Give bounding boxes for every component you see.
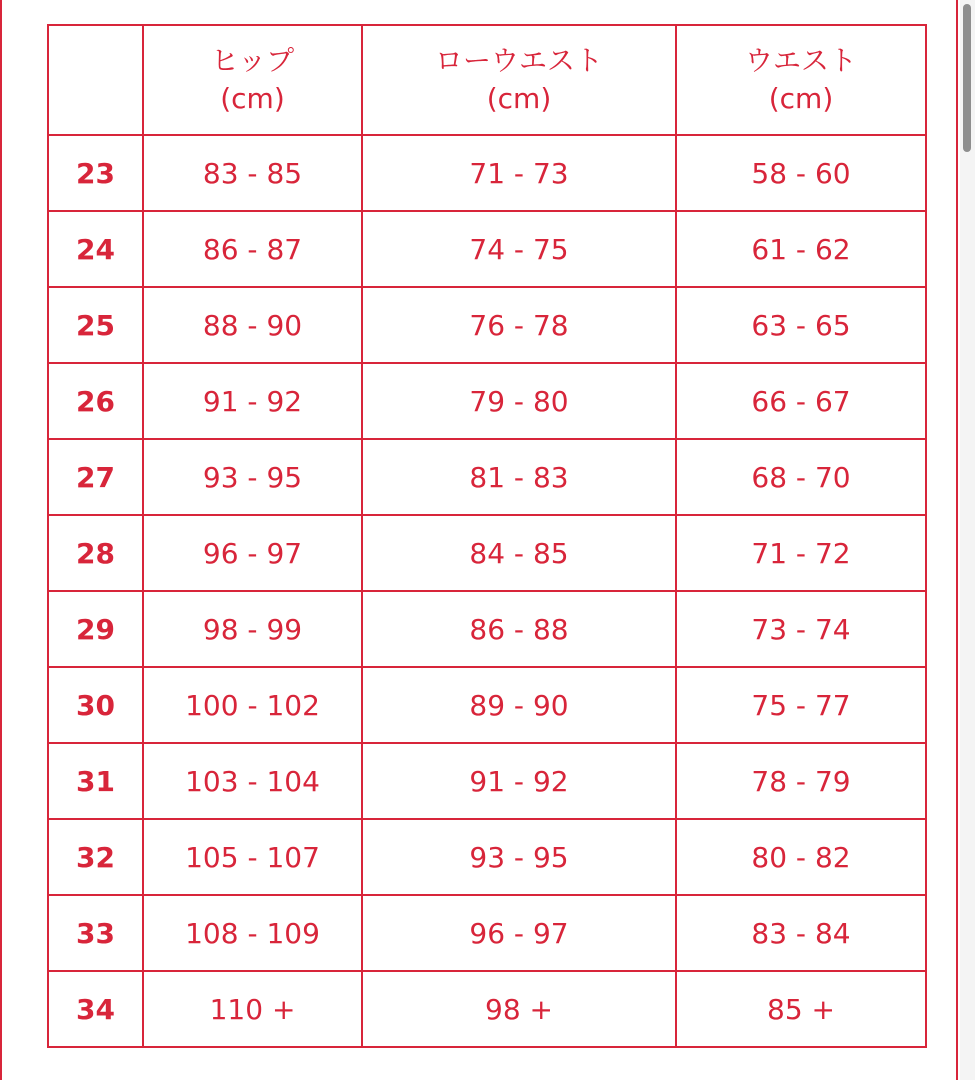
- size-cell: 24: [48, 211, 143, 287]
- table-row: [48, 895, 926, 971]
- table-row: [48, 439, 926, 515]
- hip-cell: 103 - 104: [143, 743, 362, 819]
- low-waist-cell: 96 - 97: [362, 895, 676, 971]
- header-waist-unit: (cm): [768, 82, 834, 115]
- hip-cell: 110 +: [143, 971, 362, 1047]
- size-cell: 31: [48, 743, 143, 819]
- low-waist-cell: 84 - 85: [362, 515, 676, 591]
- hip-cell: 93 - 95: [143, 439, 362, 515]
- header-low-waist: [362, 25, 676, 135]
- table-body: [48, 135, 926, 1047]
- waist-cell: 71 - 72: [676, 515, 926, 591]
- low-waist-cell: 74 - 75: [362, 211, 676, 287]
- header-corner-cell: [48, 25, 143, 135]
- low-waist-cell: 98 +: [362, 971, 676, 1047]
- size-cell: 30: [48, 667, 143, 743]
- scrollbar-thumb[interactable]: [963, 4, 971, 152]
- size-chart-table: [47, 24, 927, 1048]
- hip-cell: 105 - 107: [143, 819, 362, 895]
- waist-cell: 80 - 82: [676, 819, 926, 895]
- hip-cell: 98 - 99: [143, 591, 362, 667]
- low-waist-cell: 76 - 78: [362, 287, 676, 363]
- low-waist-cell: 71 - 73: [362, 135, 676, 211]
- low-waist-cell: 79 - 80: [362, 363, 676, 439]
- waist-cell: 63 - 65: [676, 287, 926, 363]
- header-hip: [143, 25, 362, 135]
- hip-cell: 108 - 109: [143, 895, 362, 971]
- table-row: [48, 287, 926, 363]
- header-waist: [676, 25, 926, 135]
- hip-cell: 88 - 90: [143, 287, 362, 363]
- hip-cell: 86 - 87: [143, 211, 362, 287]
- waist-cell: 61 - 62: [676, 211, 926, 287]
- header-low-waist-unit: (cm): [486, 82, 552, 115]
- header-row: [48, 25, 926, 135]
- header-low-waist-label: ローウエスト: [434, 44, 603, 77]
- low-waist-cell: 86 - 88: [362, 591, 676, 667]
- table-row: [48, 211, 926, 287]
- table-row: [48, 363, 926, 439]
- waist-cell: 78 - 79: [676, 743, 926, 819]
- table-row: [48, 971, 926, 1047]
- waist-cell: 58 - 60: [676, 135, 926, 211]
- size-cell: 34: [48, 971, 143, 1047]
- low-waist-cell: 93 - 95: [362, 819, 676, 895]
- scrollbar[interactable]: [960, 0, 975, 1080]
- low-waist-cell: 89 - 90: [362, 667, 676, 743]
- size-cell: 23: [48, 135, 143, 211]
- table-row: [48, 743, 926, 819]
- waist-cell: 75 - 77: [676, 667, 926, 743]
- low-waist-cell: 81 - 83: [362, 439, 676, 515]
- waist-cell: 83 - 84: [676, 895, 926, 971]
- size-cell: 26: [48, 363, 143, 439]
- table-row: [48, 591, 926, 667]
- hip-cell: 100 - 102: [143, 667, 362, 743]
- low-waist-cell: 91 - 92: [362, 743, 676, 819]
- hip-cell: 83 - 85: [143, 135, 362, 211]
- size-cell: 28: [48, 515, 143, 591]
- size-cell: 33: [48, 895, 143, 971]
- waist-cell: 73 - 74: [676, 591, 926, 667]
- size-cell: 25: [48, 287, 143, 363]
- size-cell: 27: [48, 439, 143, 515]
- table-row: [48, 135, 926, 211]
- table-row: [48, 667, 926, 743]
- header-hip-unit: (cm): [220, 82, 285, 115]
- waist-cell: 66 - 67: [676, 363, 926, 439]
- header-waist-label: ウエスト: [744, 44, 857, 77]
- waist-cell: 85 +: [676, 971, 926, 1047]
- hip-cell: 96 - 97: [143, 515, 362, 591]
- header-hip-label: ヒップ: [210, 44, 295, 77]
- size-cell: 29: [48, 591, 143, 667]
- table-row: [48, 819, 926, 895]
- hip-cell: 91 - 92: [143, 363, 362, 439]
- waist-cell: 68 - 70: [676, 439, 926, 515]
- size-cell: 32: [48, 819, 143, 895]
- table-row: [48, 515, 926, 591]
